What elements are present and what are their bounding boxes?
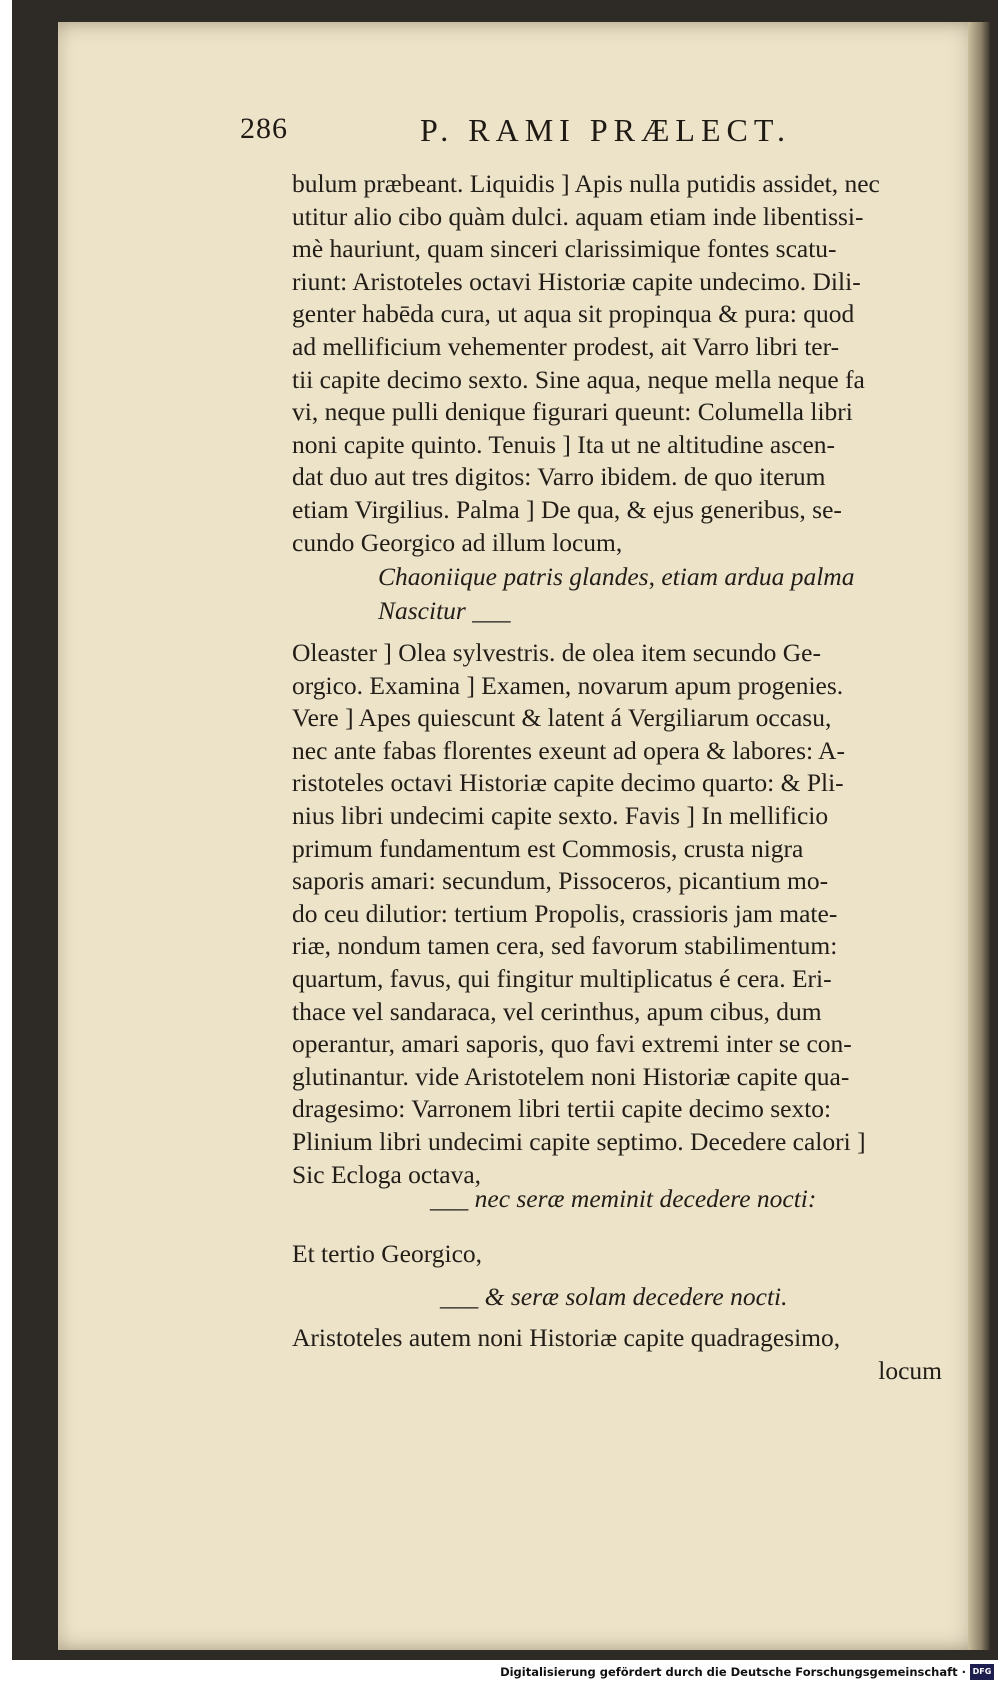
text-line: riunt: Aristoteles octavi Historiæ capite undecimo. Dili- [292, 266, 861, 296]
dfg-logo: DFG [970, 1664, 994, 1680]
text-line: utitur alio cibo quàm dulci. aquam etiam inde libentissi- [292, 201, 864, 231]
verse-line: Chaoniique patris glandes, etiam ardua palma [378, 562, 855, 591]
text-line: riæ, nondum tamen cera, sed favorum stabilimentum: [292, 931, 838, 961]
text-line: nec ante fabas florentes exeunt ad opera & labores: A- [292, 735, 845, 765]
digitization-footer [0, 1662, 1000, 1688]
text-line: Vere ] Apes quiescunt & latent á Vergiliarum occasu, [292, 703, 832, 733]
verse-quote-2: ___ nec seræ meminit decedere nocti: [430, 1184, 817, 1213]
text-line: operantur, amari saporis, quo favi extremi inter se con- [292, 1029, 852, 1059]
text-line: dat duo aut tres digitos: Varro ibidem. de quo iterum [292, 462, 826, 492]
text-line: quartum, favus, qui fingitur multiplicatus é cera. Eri- [292, 963, 832, 993]
text-line: Oleaster ] Olea sylvestris. de olea item secundo Ge- [292, 638, 821, 667]
text-line: primum fundamentum est Commosis, crusta nigra [292, 833, 804, 863]
text-line: nius libri undecimi capite sexto. Favis ] In mellificio [292, 800, 829, 830]
text-line: thace vel sandaraca, vel cerinthus, apum cibus, dum [292, 996, 822, 1026]
text-line: saporis amari: secundum, Pissoceros, picantium mo- [292, 866, 829, 896]
text-line: ad mellificium vehementer prodest, ait Varro libri ter- [292, 331, 840, 361]
footer-credit: Digitalisierung gefördert durch die Deutsche Forschungsgemeinschaft · [500, 1665, 966, 1679]
text-line: tii capite decimo sexto. Sine aqua, neque mella neque fa [292, 364, 865, 394]
verse-quote-1 [378, 560, 854, 628]
text-line: orgico. Examina ] Examen, novarum apum progenies. [292, 670, 844, 700]
body-paragraph-2 [292, 637, 950, 1191]
running-title: P. RAMI PRÆLECT. [420, 112, 792, 148]
page-header [240, 112, 880, 156]
text-line: do ceu dilutior: tertium Propolis, crassioris jam mate- [292, 898, 838, 928]
text-line: Plinium libri undecimi capite septimo. Decedere calori ] [292, 1126, 866, 1156]
text-line: noni capite quinto. Tenuis ] Ita ut ne altitudine ascen- [292, 429, 836, 459]
text-line: mè hauriunt, quam sinceri clarissimique fontes scatu- [292, 234, 837, 264]
text-line: ristoteles octavi Historiæ capite decimo quarto: & Pli- [292, 768, 844, 798]
body-line-3: Et tertio Georgico, [292, 1239, 483, 1268]
page-number: 286 [240, 112, 288, 145]
catchword: locum [878, 1356, 942, 1385]
text-line: etiam Virgilius. Palma ] De qua, & ejus generibus, se- [292, 494, 842, 524]
text-line: bulum præbeant. Liquidis ] Apis nulla putidis assidet, nec [292, 169, 880, 198]
text-line: dragesimo: Varronem libri tertii capite decimo sexto: [292, 1094, 832, 1124]
body-paragraph-1 [292, 168, 950, 559]
text-line: genter habēda cura, ut aqua sit propinqua & pura: quod [292, 299, 855, 329]
text-line: vi, neque pulli denique figurari queunt: Columella libri [292, 397, 853, 427]
verse-line: Nascitur ___ [378, 596, 511, 625]
body-line-4: Aristoteles autem noni Historiæ capite quadragesimo, [292, 1323, 841, 1352]
text-line: cundo Georgico ad illum locum, [292, 527, 623, 557]
text-line: Sic Ecloga octava, [292, 1159, 482, 1189]
verse-quote-3: ___ & seræ solam decedere nocti. [440, 1282, 788, 1311]
text-line: glutinantur. vide Aristotelem noni Historiæ capite qua- [292, 1061, 850, 1091]
page-gutter-edge [968, 22, 990, 1650]
